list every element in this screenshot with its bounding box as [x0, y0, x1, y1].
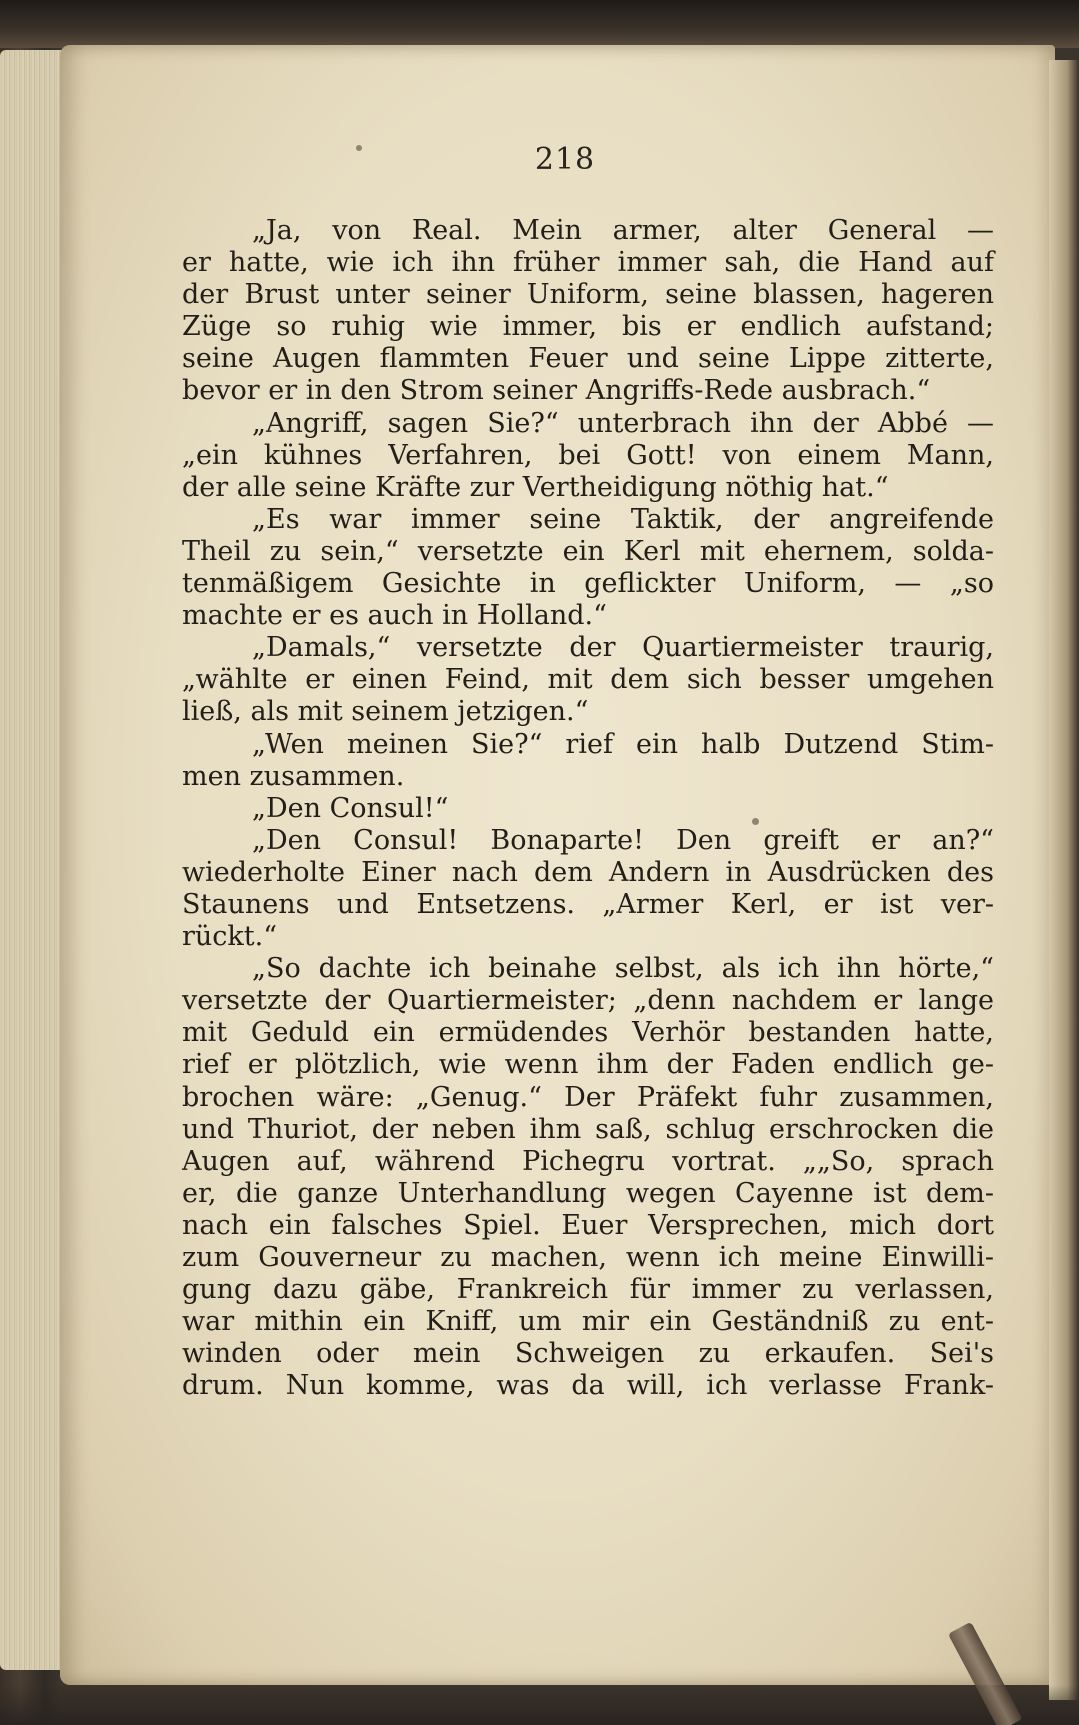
text-line: Theil zu sein,“ versetzte ein Kerl mit ehernem, solda- [182, 535, 994, 567]
text-line: drum. Nun komme, was da will, ich verlasse Frank- [182, 1370, 994, 1402]
text-line: ließ, als mit seinem jetzigen.“ [182, 696, 589, 728]
text-line: Staunens und Entsetzens. „Armer Kerl, er ist ver- [182, 888, 994, 920]
text-line: „Wen meinen Sie?“ rief ein halb Dutzend Stim- [252, 728, 994, 760]
text-line: „ein kühnes Verfahren, bei Gott! von einem Mann, [182, 439, 994, 471]
text-line: seine Augen flammten Feuer und seine Lippe zitterte, [182, 343, 994, 375]
text-line: tenmäßigem Gesichte in geflickter Uniform, — „so [182, 568, 994, 600]
text-line: brochen wäre: „Genug.“ Der Präfekt fuhr zusammen, [182, 1081, 994, 1113]
text-line: „Angriff, sagen Sie?“ unterbrach ihn der Abbé — [252, 407, 994, 439]
text-line: „So dachte ich beinahe selbst, als ich ihn hörte,“ [252, 953, 994, 985]
text-line: versetzte der Quartiermeister; „denn nachdem er lange [182, 985, 994, 1017]
text-line: men zusammen. [182, 760, 405, 792]
text-line: wiederholte Einer nach dem Andern in Ausdrücken des [182, 856, 994, 888]
text-line: der Brust unter seiner Uniform, seine blassen, hageren [182, 279, 994, 311]
text-line: Augen auf, während Pichegru vortrat. „„So, sprach [182, 1145, 994, 1177]
text-line: er, die ganze Unterhandlung wegen Cayenne ist dem- [182, 1177, 994, 1209]
text-line: bevor er in den Strom seiner Angriffs-Rede ausbrach.“ [182, 375, 931, 407]
text-line: der alle seine Kräfte zur Vertheidigung nöthig hat.“ [182, 471, 889, 503]
text-line: war mithin ein Kniff, um mir ein Geständniß zu ent- [182, 1306, 994, 1338]
text-line: „wählte er einen Feind, mit dem sich besser umgehen [182, 664, 994, 696]
text-line: „Ja, von Real. Mein armer, alter General — [252, 215, 994, 246]
text-line: „Damals,“ versetzte der Quartiermeister traurig, [252, 632, 994, 664]
text-line: mit Geduld ein ermüdendes Verhör bestanden hatte, [182, 1017, 994, 1049]
binding-top [0, 0, 1079, 48]
text-line: „Den Consul!“ [252, 792, 449, 824]
text-line: nach ein falsches Spiel. Euer Versprechen, mich dort [182, 1209, 994, 1241]
text-line: gung dazu gäbe, Frankreich für immer zu verlassen, [182, 1274, 994, 1306]
text-line: rief er plötzlich, wie wenn ihm der Faden endlich ge- [182, 1049, 994, 1081]
page-number: 218 [534, 142, 596, 177]
text-line: rückt.“ [182, 921, 278, 953]
text-line: und Thuriot, der neben ihm saß, schlug erschrocken die [182, 1113, 994, 1145]
body-text [182, 215, 994, 1402]
text-line: Züge so ruhig wie immer, bis er endlich aufstand; [182, 311, 994, 343]
page-bottom-shadow [0, 1685, 1079, 1725]
text-line: „Es war immer seine Taktik, der angreifende [252, 503, 994, 535]
text-line: „Den Consul! Bonaparte! Den greift er an?“ [252, 824, 994, 856]
page-edge-right [1049, 60, 1079, 1700]
text-line: winden oder mein Schweigen zu erkaufen. Sei's [182, 1338, 994, 1370]
text-line: er hatte, wie ich ihn früher immer sah, die Hand auf [182, 247, 994, 279]
text-line: machte er es auch in Holland.“ [182, 600, 607, 632]
text-line: zum Gouverneur zu machen, wenn ich meine Einwilli- [182, 1242, 994, 1273]
